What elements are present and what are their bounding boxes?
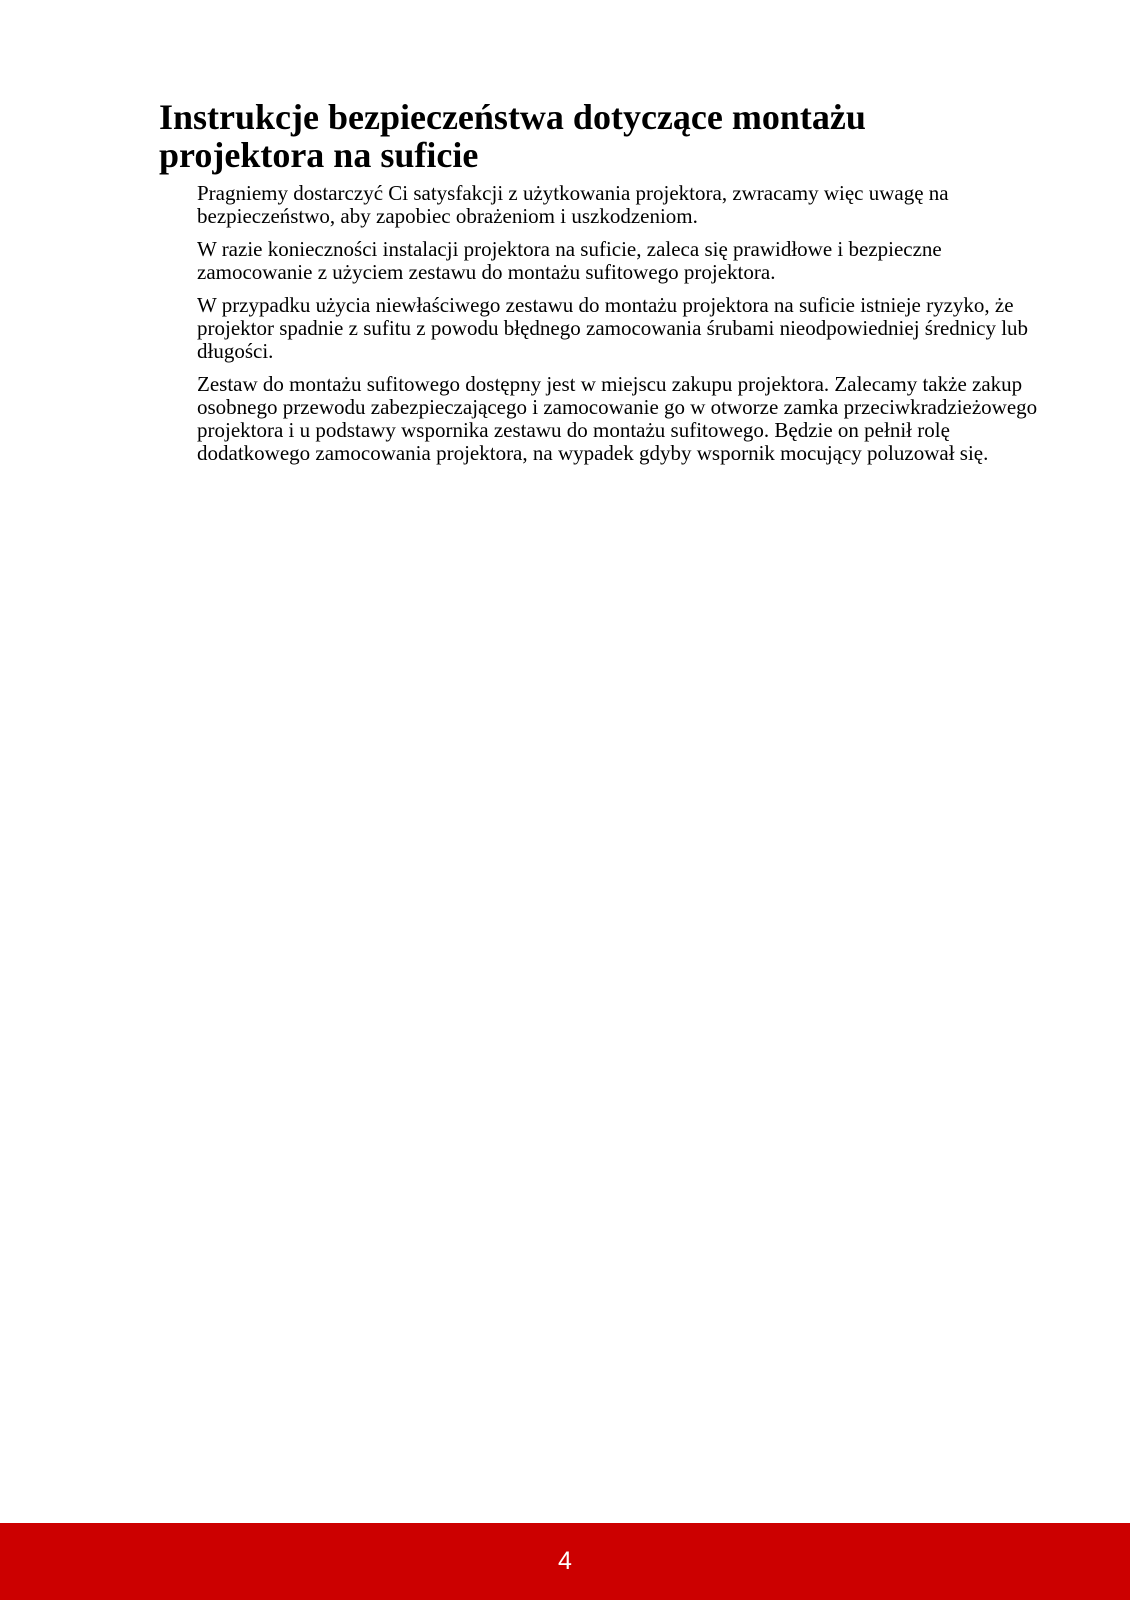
page-title: Instrukcje bezpieczeństwa dotyczące montażu projektora na suficie <box>159 97 866 175</box>
body-text <box>197 182 1039 465</box>
paragraph-mounting-kit: Zestaw do montażu sufitowego dostępny jest w miejscu zakupu projektora. Zalecamy także zakup osobnego przewodu zabezpieczającego i zamocowanie go w otworze zamka przeciwkradzieżowego projektora i u podstawy wspornika zestawu do montażu sufitowego. Będzie on pełnił rolę dodatkowego zamocowania projektora, na wypadek gdyby wspornik mocujący poluzował się. <box>197 372 1038 465</box>
paragraph-installation: W razie konieczności instalacji projektora na suficie, zaleca się prawidłowe i bezpieczne zamocowanie z użyciem zestawu do montażu sufitowego projektora. <box>197 237 942 284</box>
page-content <box>159 98 1039 475</box>
paragraph-risk: W przypadku użycia niewłaściwego zestawu do montażu projektora na suficie istnieje ryzyko, że projektor spadnie z sufitu z powodu błędnego zamocowania śrubami nieodpowiedniej średnicy lub długości. <box>197 293 1029 363</box>
page-number: 4 <box>558 1547 572 1575</box>
paragraph-intro: Pragniemy dostarczyć Ci satysfakcji z użytkowania projektora, zwracamy więc uwagę na bezpieczeństwo, aby zapobiec obrażeniom i uszkodzeniom. <box>197 181 949 228</box>
footer-bar <box>0 1523 1130 1600</box>
